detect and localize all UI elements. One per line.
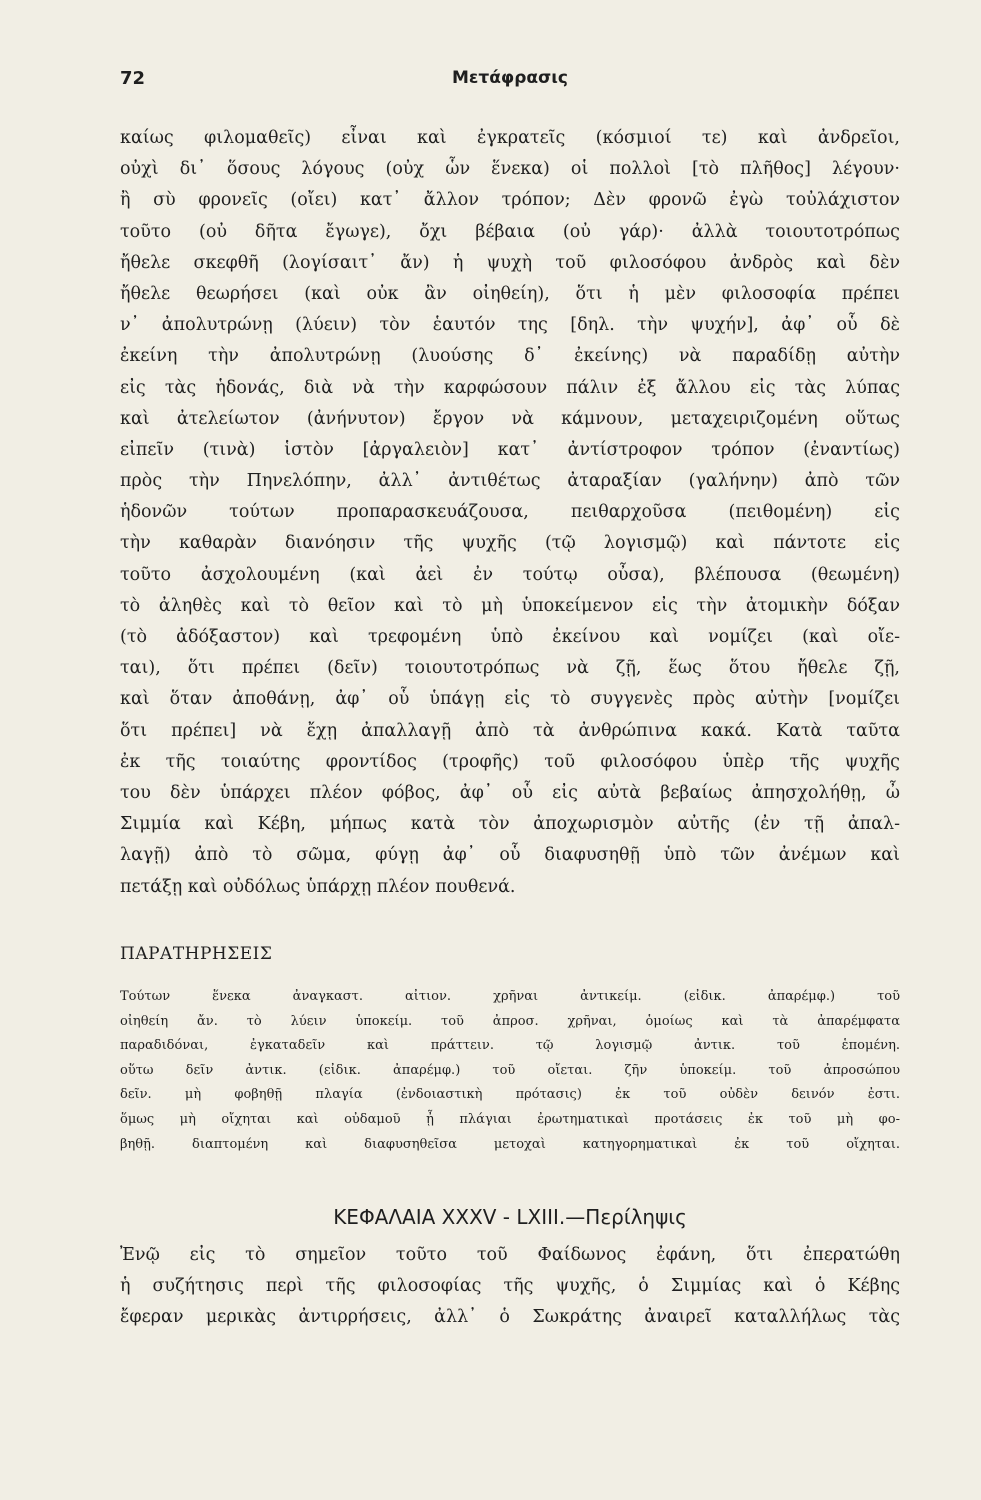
text-line: ν᾿ ἀπολυτρώνῃ (λύειν) τὸν ἑαυτόν της [δηλ. τὴν ψυχήν], ἀφ᾿ οὗ δὲ	[120, 315, 900, 336]
text-line: ται), ὅτι πρέπει (δεῖν) τοιουτοτρόπως νὰ ζῇ, ἕως ὅτου ἤθελε ζῇ,	[120, 658, 900, 679]
note-line: βηθῇ. διαπτομένη καὶ διαφυσηθεῖσα μετοχαὶ κατηγορηματικαὶ ἐκ τοῦ οἴχηται.	[120, 1136, 900, 1152]
text-line: εἰς τὰς ἡδονάς, διὰ νὰ τὴν καρφώσουν πάλιν ἐξ ἄλλου εἰς τὰς λύπας	[120, 377, 900, 398]
note-line: οὕτω δεῖν ἀντικ. (εἰδικ. ἀπαρέμφ.) τοῦ οἴεται. ζῆν ὑποκείμ. τοῦ ἀπροσώπου	[120, 1062, 900, 1078]
page-header	[120, 68, 900, 98]
text-line: ἡδονῶν τούτων προπαρασκευάζουσα, πειθαρχοῦσα (πειθομένη) εἰς	[120, 502, 900, 523]
text-line: (τὸ ἀδόξαστον) καὶ τρεφομένη ὑπὸ ἐκείνου καὶ νομίζει (καὶ οἴε-	[120, 627, 900, 647]
text-line: ἤθελε θεωρήσει (καὶ οὐκ ἂν οἰηθείη), ὅτι ἡ μὲν φιλοσοφία πρέπει	[120, 283, 900, 304]
text-line: τὸ ἀληθὲς καὶ τὸ θεῖον καὶ τὸ μὴ ὑποκείμενον εἰς τὴν ἀτομικὴν δόξαν	[120, 595, 900, 616]
text-line: ὅτι πρέπει] νὰ ἔχῃ ἀπαλλαγῇ ἀπὸ τὰ ἀνθρώπινα κακά. Κατὰ ταῦτα	[120, 720, 900, 741]
note-line: οἰηθείη ἄν. τὸ λύειν ὑποκείμ. τοῦ ἀπροσ. χρῆναι, ὁμοίως καὶ τὰ ἀπαρέμφατα	[120, 1013, 900, 1029]
text-line: ἐκείνη τὴν ἀπολυτρώνῃ (λυούσης δ᾿ ἐκείνης) νὰ παραδίδῃ αὐτὴν	[120, 346, 900, 367]
summary-text	[120, 1240, 900, 1334]
note-line: Τούτων ἕνεκα ἀναγκαστ. αἰτιον. χρῆναι ἀντικείμ. (εἰδικ. ἀπαρέμφ.) τοῦ	[120, 989, 900, 1004]
chapter-heading: ΚΕΦΑΛΑΙΑ XXXV - LXIII.—Περίληψις	[333, 1205, 687, 1229]
text-line: πρὸς τὴν Πηνελόπην, ἀλλ᾿ ἀντιθέτως ἀταραξίαν (γαλήνην) ἀπὸ τῶν	[120, 471, 900, 492]
text-line: τοῦτο (οὐ δῆτα ἔγωγε), ὄχι βέβαια (οὐ γάρ)· ἀλλὰ τοιουτοτρόπως	[120, 221, 900, 242]
text-line: Σιμμία καὶ Κέβη, μήπως κατὰ τὸν ἀποχωρισμὸν αὐτῆς (ἐν τῇ ἀπαλ-	[120, 814, 900, 835]
main-text	[120, 123, 900, 903]
text-line: ἡ συζήτησις περὶ τῆς φιλοσοφίας τῆς ψυχῆς, ὁ Σιμμίας καὶ ὁ Κέβης	[120, 1276, 900, 1297]
note-line: δεῖν. μὴ φοβηθῇ πλαγία (ἐνδοιαστικὴ πρότασις) ἐκ τοῦ οὐδὲν δεινόν ἐστι.	[120, 1087, 900, 1103]
note-line: ὅμως μὴ οἴχηται καὶ οὐδαμοῦ ᾖ πλάγιαι ἐρωτηματικαὶ προτάσεις ἐκ τοῦ μὴ φο-	[120, 1111, 900, 1127]
text-line: ἐκ τῆς τοιαύτης φροντίδος (τροφῆς) τοῦ φιλοσόφου ὑπὲρ τῆς ψυχῆς	[120, 751, 900, 772]
notes-heading: ΠΑΡΑΤΗΡΗΣΕΙΣ	[120, 944, 273, 964]
text-line: εἰπεῖν (τινὰ) ἱστὸν [ἀργαλειὸν] κατ᾿ ἀντίστροφον τρόπον (ἐναντίως)	[120, 439, 900, 460]
text-line: ἔφεραν μερικὰς ἀντιρρήσεις, ἀλλ᾿ ὁ Σωκράτης ἀναιρεῖ καταλλήλως τὰς	[120, 1307, 900, 1328]
text-line: Ἐνῷ εἰς τὸ σημεῖον τοῦτο τοῦ Φαίδωνος ἐφάνη, ὅτι ἐπερατώθη	[120, 1245, 900, 1265]
notes-block	[120, 985, 900, 1157]
text-line: οὐχὶ δι᾿ ὅσους λόγους (οὐχ ὧν ἕνεκα) οἱ πολλοὶ [τὸ πλῆθος] λέγουν·	[120, 159, 900, 180]
text-line: του δὲν ὑπάρχει πλέον φόβος, ἀφ᾿ οὗ εἰς αὐτὰ βεβαίως ἀπησχολήθῃ, ὦ	[120, 782, 900, 803]
text-line: ἤθελε σκεφθῆ (λογίσαιτ᾿ ἄν) ἡ ψυχὴ τοῦ φιλοσόφου ἀνδρὸς καὶ δὲν	[120, 252, 900, 273]
text-line: καὶ ἀτελείωτον (ἀνήνυτον) ἔργον νὰ κάμνουν, μεταχειριζομένη οὕτως	[120, 408, 900, 429]
text-line: τοῦτο ἀσχολουμένη (καὶ ἀεὶ ἐν τούτῳ οὖσα), βλέπουσα (θεωμένη)	[120, 564, 900, 585]
text-line: καὶ ὅταν ἀποθάνῃ, ἀφ᾿ οὗ ὑπάγῃ εἰς τὸ συγγενὲς πρὸς αὐτὴν [νομίζει	[120, 689, 900, 710]
note-line: παραδιδόναι, ἐγκαταδεῖν καὶ πράττειν. τῷ λογισμῷ ἀντικ. τοῦ ἑπομένη.	[120, 1038, 900, 1054]
page-number: 72	[120, 68, 146, 89]
text-line: ἢ σὺ φρονεῖς (οἴει) κατ᾿ ἄλλον τρόπον; Δὲν φρονῶ ἐγὼ τοὐλάχιστον	[120, 190, 900, 211]
text-line: καίως φιλομαθεῖς) εἶναι καὶ ἐγκρατεῖς (κόσμιοί τε) καὶ ἀνδρεῖοι,	[120, 128, 900, 148]
text-line: τὴν καθαρὰν διανόησιν τῆς ψυχῆς (τῷ λογισμῷ) καὶ πάντοτε εἰς	[120, 533, 900, 554]
text-line: λαγῇ) ἀπὸ τὸ σῶμα, φύγῃ ἀφ᾿ οὗ διαφυσηθῇ ὑπὸ τῶν ἀνέμων καὶ	[120, 845, 900, 866]
running-head: Μετάφρασις	[452, 68, 568, 88]
text-line: πετάξῃ καὶ οὐδόλως ὑπάρχῃ πλέον πουθενά.	[120, 876, 516, 897]
